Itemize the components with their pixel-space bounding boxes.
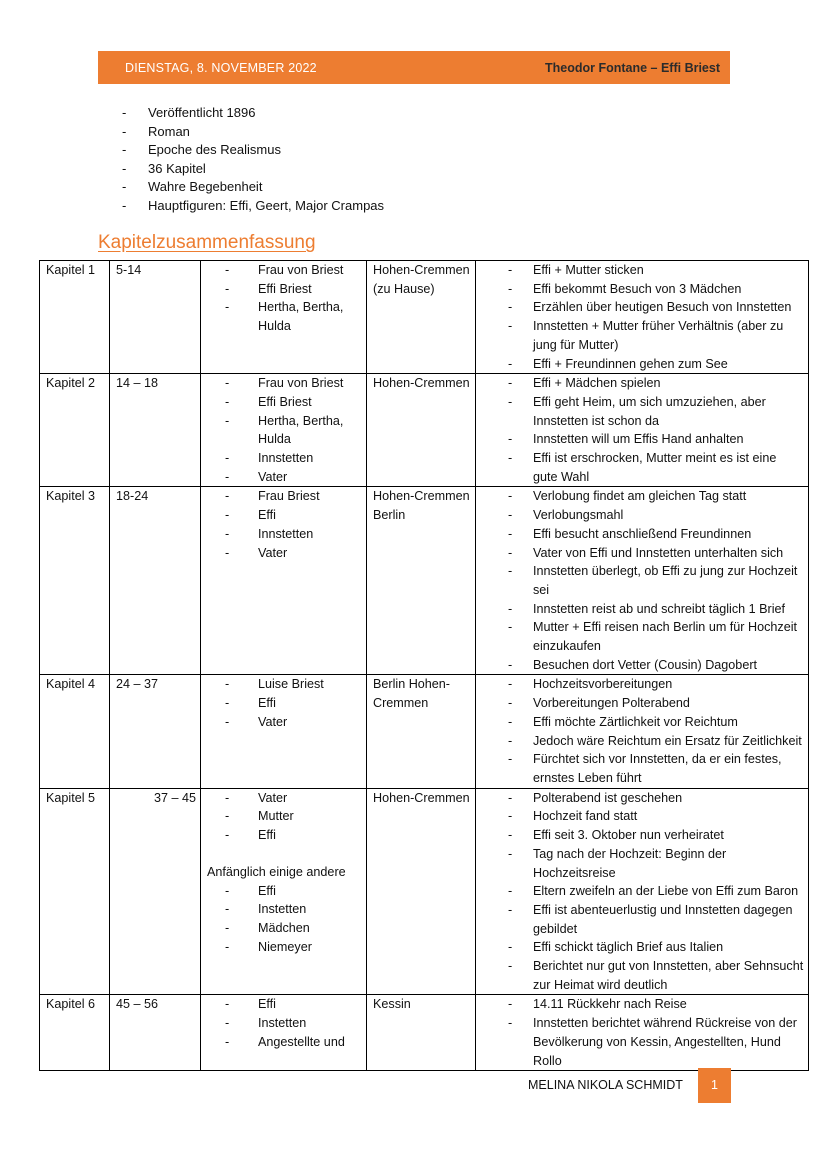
list-item: - Effi + Freundinnen gehen zum See bbox=[508, 356, 728, 371]
list-item: - Wahre Begebenheit bbox=[122, 179, 263, 195]
list-item: - Roman bbox=[122, 123, 190, 139]
list-item: - Innstetten berichtet während Rückreise von der Bevölkerung von Kessin, Angestellten, Hund Rollo bbox=[508, 1016, 797, 1068]
list-item: - Effi bbox=[225, 508, 276, 523]
list-item: - Frau von Briest bbox=[225, 263, 344, 277]
list-item: - Innstetten bbox=[225, 451, 314, 466]
list-item: - Effi + Mädchen spielen bbox=[508, 376, 661, 391]
table-row bbox=[40, 675, 809, 788]
list-item: - Vater bbox=[225, 790, 288, 805]
list-item: - Vater bbox=[225, 469, 288, 484]
list-item: - Effi bbox=[225, 828, 276, 843]
list-item: - Frau von Briest bbox=[225, 376, 344, 391]
list-item: - Hochzeitsvorbereitungen bbox=[508, 677, 673, 692]
list-item: - Instetten bbox=[225, 902, 307, 917]
page-header bbox=[98, 51, 730, 84]
list-item: - Veröffentlicht 1896 bbox=[122, 105, 256, 120]
chapter-label: Kapitel 2 bbox=[40, 374, 110, 487]
chapter-events bbox=[476, 261, 809, 374]
list-item: - Angestellte und bbox=[225, 1034, 345, 1049]
chapter-place: Hohen-Cremmen (zu Hause) bbox=[367, 261, 476, 374]
chapter-events bbox=[476, 374, 809, 487]
list-item: - Mädchen bbox=[225, 920, 310, 935]
list-item: - Effi bbox=[225, 997, 276, 1012]
chapter-place: Kessin bbox=[367, 995, 476, 1071]
chapter-pages: 37 – 45 bbox=[110, 788, 201, 995]
chapter-place: Berlin Hohen-Cremmen bbox=[367, 675, 476, 788]
chapter-people bbox=[201, 675, 367, 788]
chapter-people bbox=[201, 487, 367, 675]
list-item: - Effi Briest bbox=[225, 281, 312, 296]
people-note: Anfänglich einige andere bbox=[207, 864, 346, 879]
chapter-events bbox=[476, 487, 809, 675]
list-item: - Erzählen über heutigen Besuch von Innstetten bbox=[508, 300, 792, 315]
section-title: Kapitelzusammenfassung bbox=[98, 232, 316, 253]
list-item: - Hauptfiguren: Effi, Geert, Major Crampas bbox=[122, 197, 385, 213]
list-item: - Polterabend ist geschehen bbox=[508, 790, 683, 805]
page-number: 1 bbox=[698, 1068, 731, 1103]
list-item: - Innstetten überlegt, ob Effi zu jung zur Hochzeit sei bbox=[508, 564, 798, 597]
list-item: - Niemeyer bbox=[225, 939, 312, 954]
table-row bbox=[40, 995, 809, 1071]
list-item: - Besuchen dort Vetter (Cousin) Dagobert bbox=[508, 657, 758, 672]
list-item: - Vater von Effi und Innstetten unterhalten sich bbox=[508, 545, 784, 560]
list-item: - Innstetten reist ab und schreibt täglich 1 Brief bbox=[508, 601, 786, 616]
list-item: - Effi schickt täglich Brief aus Italien bbox=[508, 940, 724, 955]
chapter-pages: 14 – 18 bbox=[110, 374, 201, 487]
list-item: - Verlobungsmahl bbox=[508, 508, 624, 523]
list-item: - Epoche des Realismus bbox=[122, 142, 281, 158]
chapter-pages: 24 – 37 bbox=[110, 675, 201, 788]
list-item: - Eltern zweifeln an der Liebe von Effi zum Baron bbox=[508, 884, 799, 899]
list-item: - Vater bbox=[225, 545, 288, 560]
list-item: - Tag nach der Hochzeit: Beginn der Hochzeitsreise bbox=[508, 846, 727, 880]
chapter-events bbox=[476, 995, 809, 1071]
facts-list bbox=[122, 104, 384, 216]
list-item: - Berichtet nur gut von Innstetten, aber Sehnsucht zur Heimat wird deutlich bbox=[508, 959, 804, 992]
list-item: - Hertha, Bertha, Hulda bbox=[225, 413, 344, 447]
chapter-people bbox=[201, 995, 367, 1071]
list-item: - Instetten bbox=[225, 1016, 307, 1031]
list-item: - Innstetten bbox=[225, 526, 314, 541]
chapter-people bbox=[201, 261, 367, 374]
list-item: - Mutter + Effi reisen nach Berlin um für Hochzeit einzukaufen bbox=[508, 620, 798, 654]
chapter-label: Kapitel 4 bbox=[40, 675, 110, 788]
chapter-pages: 5-14 bbox=[110, 261, 201, 374]
chapter-people bbox=[201, 788, 367, 995]
table-row bbox=[40, 261, 809, 374]
chapter-place: Hohen-Cremmen bbox=[367, 788, 476, 995]
list-item: - Effi möchte Zärtlichkeit vor Reichtum bbox=[508, 714, 738, 729]
list-item: - Vater bbox=[225, 714, 288, 729]
table-row bbox=[40, 487, 809, 675]
list-item: - Effi Briest bbox=[225, 394, 312, 409]
list-item: - Effi + Mutter sticken bbox=[508, 263, 644, 277]
list-item: - Effi ist erschrocken, Mutter meint es ist eine gute Wahl bbox=[508, 451, 777, 484]
list-item: - 36 Kapitel bbox=[122, 160, 206, 176]
list-item: - Vorbereitungen Polterabend bbox=[508, 696, 690, 711]
chapter-events bbox=[476, 788, 809, 995]
table-row bbox=[40, 788, 809, 995]
list-item: - Fürchtet sich vor Innstetten, da er ein festes, ernstes Leben führt bbox=[508, 752, 782, 785]
chapter-pages: 45 – 56 bbox=[110, 995, 201, 1071]
chapter-label: Kapitel 5 bbox=[40, 788, 110, 995]
chapter-label: Kapitel 3 bbox=[40, 487, 110, 675]
footer-author: MELINA NIKOLA SCHMIDT bbox=[528, 1078, 683, 1092]
list-item: - Effi bekommt Besuch von 3 Mädchen bbox=[508, 281, 742, 296]
list-item: - Innstetten will um Effis Hand anhalten bbox=[508, 432, 744, 447]
list-item: - Verlobung findet am gleichen Tag statt bbox=[508, 489, 747, 504]
list-item: - Effi bbox=[225, 696, 276, 711]
chapter-place: Hohen-Cremmen bbox=[367, 374, 476, 487]
header-title: Theodor Fontane – Effi Briest bbox=[544, 61, 720, 75]
chapter-people bbox=[201, 374, 367, 487]
table-row bbox=[40, 374, 809, 487]
list-item: - Effi seit 3. Oktober nun verheiratet bbox=[508, 828, 724, 843]
chapter-events bbox=[476, 675, 809, 788]
list-item: - Frau Briest bbox=[225, 489, 320, 504]
list-item: - Effi bbox=[225, 883, 276, 898]
header-date: DIENSTAG, 8. NOVEMBER 2022 bbox=[125, 61, 317, 75]
chapter-label: Kapitel 1 bbox=[40, 261, 110, 374]
list-item: - Jedoch wäre Reichtum ein Ersatz für Zeitlichkeit bbox=[508, 733, 802, 748]
list-item: - Effi besucht anschließend Freundinnen bbox=[508, 526, 752, 541]
chapter-place: Hohen-Cremmen Berlin bbox=[367, 487, 476, 675]
chapter-pages: 18-24 bbox=[110, 487, 201, 675]
list-item: - Innstetten + Mutter früher Verhältnis (aber zu jung für Mutter) bbox=[508, 319, 784, 352]
list-item: - Effi geht Heim, um sich umzuziehen, aber Innstetten ist schon da bbox=[508, 394, 766, 428]
chapter-table bbox=[39, 260, 809, 1071]
list-item: - Luise Briest bbox=[225, 677, 324, 692]
list-item: - Hochzeit fand statt bbox=[508, 809, 638, 824]
list-item: - Hertha, Bertha, Hulda bbox=[225, 300, 344, 334]
chapter-label: Kapitel 6 bbox=[40, 995, 110, 1071]
list-item: - Mutter bbox=[225, 809, 294, 824]
list-item: - 14.11 Rückkehr nach Reise bbox=[508, 997, 687, 1012]
list-item: - Effi ist abenteuerlustig und Innstetten dagegen gebildet bbox=[508, 902, 793, 936]
